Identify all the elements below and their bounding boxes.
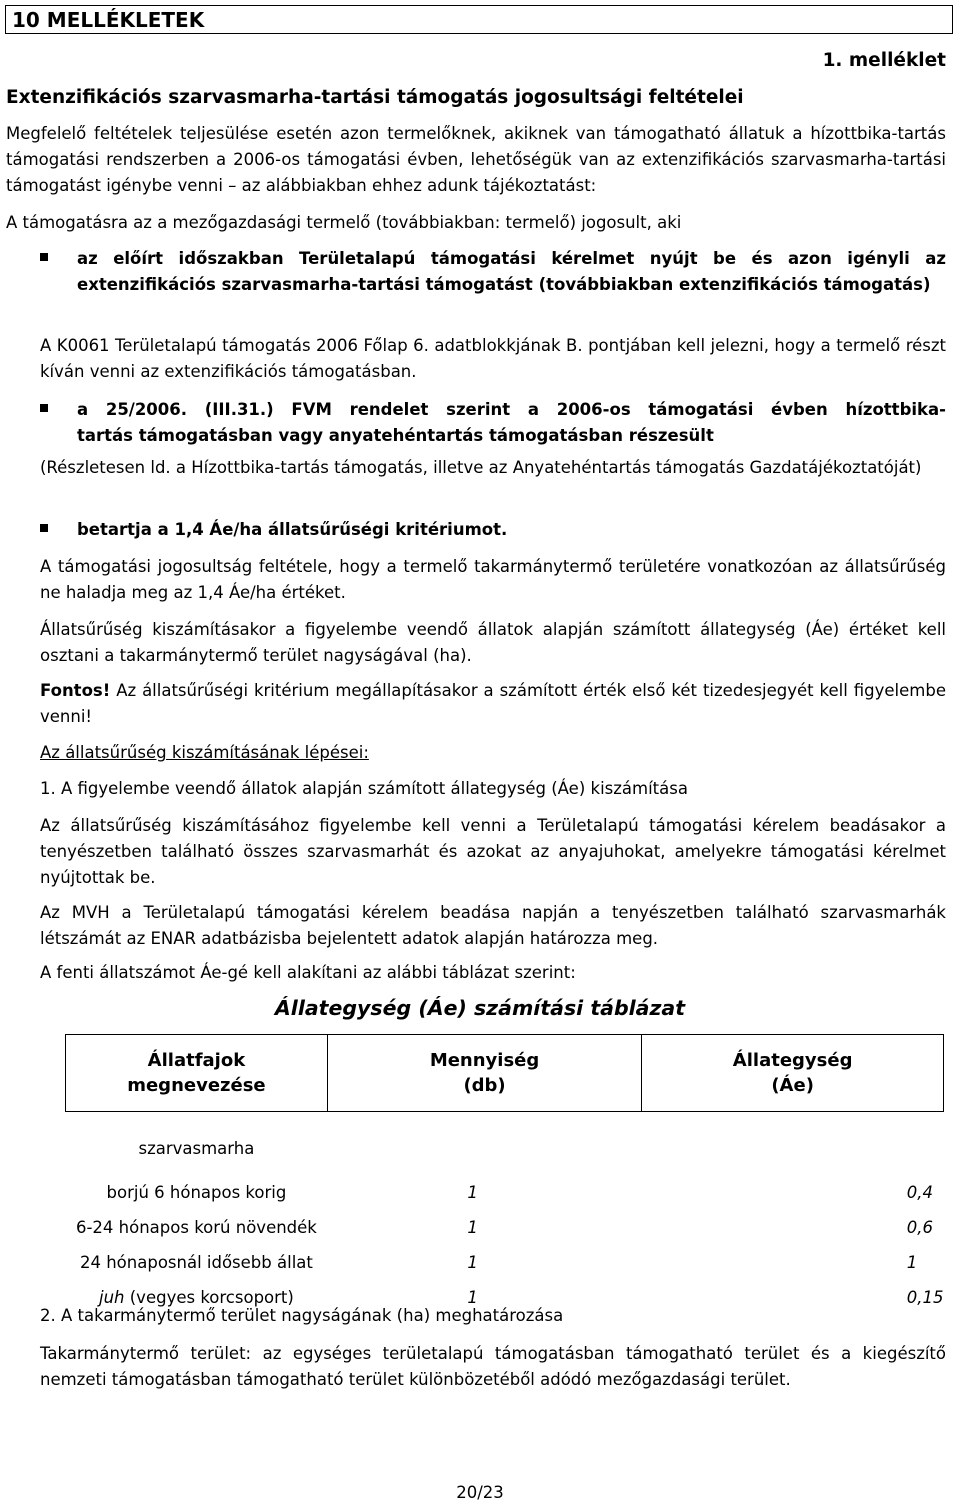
group-label: szarvasmarha xyxy=(138,1139,255,1158)
quantity-value: 1 xyxy=(467,1218,478,1237)
important-label: Fontos! xyxy=(40,681,111,700)
species-name: juh (vegyes korcsoport) xyxy=(99,1288,294,1307)
bullet-text: betartja a 1,4 Áe/ha állatsűrűségi kritériumot. xyxy=(77,520,508,539)
header-livestock-unit: Állategység (Áe) xyxy=(642,1035,944,1112)
livestock-unit-table xyxy=(65,1034,944,1315)
table-header-row xyxy=(66,1035,944,1112)
bullet1-note: A K0061 Területalapú támogatás 2006 Főlap 6. adatblokkjának B. pontjában kell jelezni, hogy a termelő részt kíván venni az extenzifikációs támogatásban. xyxy=(40,336,946,381)
bullet-square-icon xyxy=(40,404,48,412)
bullet-text-line1: a 25/2006. (III.31.) FVM rendelet szerint a 2006-os támogatási évben hízottbika- xyxy=(77,400,946,419)
table-group-row xyxy=(66,1112,944,1176)
bullet-item-2 xyxy=(40,397,946,449)
bullet-item-1 xyxy=(40,246,946,298)
bullet-item-3 xyxy=(40,517,946,543)
table-title: Állategység (Áe) számítási táblázat xyxy=(274,996,686,1020)
page-number: 20/23 xyxy=(456,1483,504,1502)
table-row xyxy=(66,1210,944,1245)
table-row xyxy=(66,1245,944,1280)
paragraph-density-calc: Állatsűrűség kiszámításakor a figyelembe veendő állatok alapján számított állategység (Áe) értéket kell osztani a takarmánytermő terület nagyságával (ha). xyxy=(40,620,946,665)
header-quantity: Mennyiség (db) xyxy=(327,1035,641,1112)
livestock-unit-value: 0,6 xyxy=(906,1218,933,1237)
bullet-text-line2: tartás támogatásban vagy anyatehéntartás támogatásban részesült xyxy=(77,426,714,445)
paragraph-convert: A fenti állatszámot Áe-gé kell alakítani az alábbi táblázat szerint: xyxy=(40,963,576,982)
table-row xyxy=(66,1175,944,1210)
bullet-square-icon xyxy=(40,253,48,261)
steps-heading: Az állatsűrűség kiszámításának lépései: xyxy=(40,743,369,762)
paragraph-mvh: Az MVH a Területalapú támogatási kérelem beadása napján a tenyészetben található szarvasmarhák létszámát az ENAR adatbázisba bejelentett adatok alapján határozza meg. xyxy=(40,903,946,948)
bullet-square-icon xyxy=(40,524,48,532)
chapter-heading: 10 MELLÉKLETEK xyxy=(5,5,953,34)
species-name: 24 hónaposnál idősebb állat xyxy=(79,1253,313,1272)
paragraph-animals-considered: Az állatsűrűség kiszámításához figyelembe kell venni a Területalapú támogatási kérelem beadásakor a tenyészetben található összes szarvasmarhát és azokat az anyajuhokat, amelyekre támogatási kérelmet nyújtottak be. xyxy=(40,816,946,887)
step-2-heading: 2. A takarmánytermő terület nagyságának (ha) meghatározása xyxy=(40,1306,564,1325)
paragraph-important xyxy=(40,678,946,730)
header-species: Állatfajok megnevezése xyxy=(66,1035,328,1112)
quantity-value: 1 xyxy=(467,1183,478,1202)
step-1-heading: 1. A figyelembe veendő állatok alapján számított állategység (Áe) kiszámítása xyxy=(40,779,688,798)
paragraph-forage-area: Takarmánytermő terület: az egységes területalapú támogatásban támogatható terület és a kiegészítő nemzeti támogatásban támogatható terület különbözetéből adódó mezőgazdasági terület. xyxy=(40,1344,946,1389)
quantity-value: 1 xyxy=(467,1253,478,1272)
livestock-unit-value: 0,15 xyxy=(906,1288,944,1307)
livestock-unit-value: 0,4 xyxy=(906,1183,933,1202)
paragraph-eligibility-condition: A támogatási jogosultság feltétele, hogy a termelő takarmánytermő területére vonatkozóan az állatsűrűség ne haladja meg az 1,4 Áe/ha értéket. xyxy=(40,557,946,602)
livestock-unit-value: 1 xyxy=(906,1253,918,1272)
important-text: Az állatsűrűségi kritérium megállapításakor a számított érték első két tizedesjegyét kell figyelembe venni! xyxy=(40,681,946,726)
species-name: borjú 6 hónapos korig xyxy=(106,1183,287,1202)
bullet2-note: (Részletesen ld. a Hízottbika-tartás támogatás, illetve az Anyatehéntartás támogatás Gazdatájékoztatóját) xyxy=(40,458,922,477)
species-name: 6-24 hónapos korú növendék xyxy=(75,1218,317,1237)
eligibility-intro: A támogatásra az a mezőgazdasági termelő (továbbiakban: termelő) jogosult, aki xyxy=(6,213,682,232)
quantity-value: 1 xyxy=(467,1288,478,1307)
intro-paragraph: Megfelelő feltételek teljesülése esetén azon termelőknek, akiknek van támogatható állatuk a hízottbika-tartás támogatási rendszerben a 2006-os támogatási évben, lehetőségük van az extenzifikációs szarvasmarha-tartási támogatást igénybe venni – az alábbiakban ehhez adunk tájékoztatást: xyxy=(6,124,946,195)
bullet-text: az előírt időszakban Területalapú támogatási kérelmet nyújt be és azon igényli az extenzifikációs szarvasmarha-tartási támogatást (továbbiakban extenzifikációs támogatás) xyxy=(77,249,946,294)
main-title: Extenzifikációs szarvasmarha-tartási támogatás jogosultsági feltételei xyxy=(6,87,744,108)
annex-label: 1. melléklet xyxy=(822,50,946,71)
